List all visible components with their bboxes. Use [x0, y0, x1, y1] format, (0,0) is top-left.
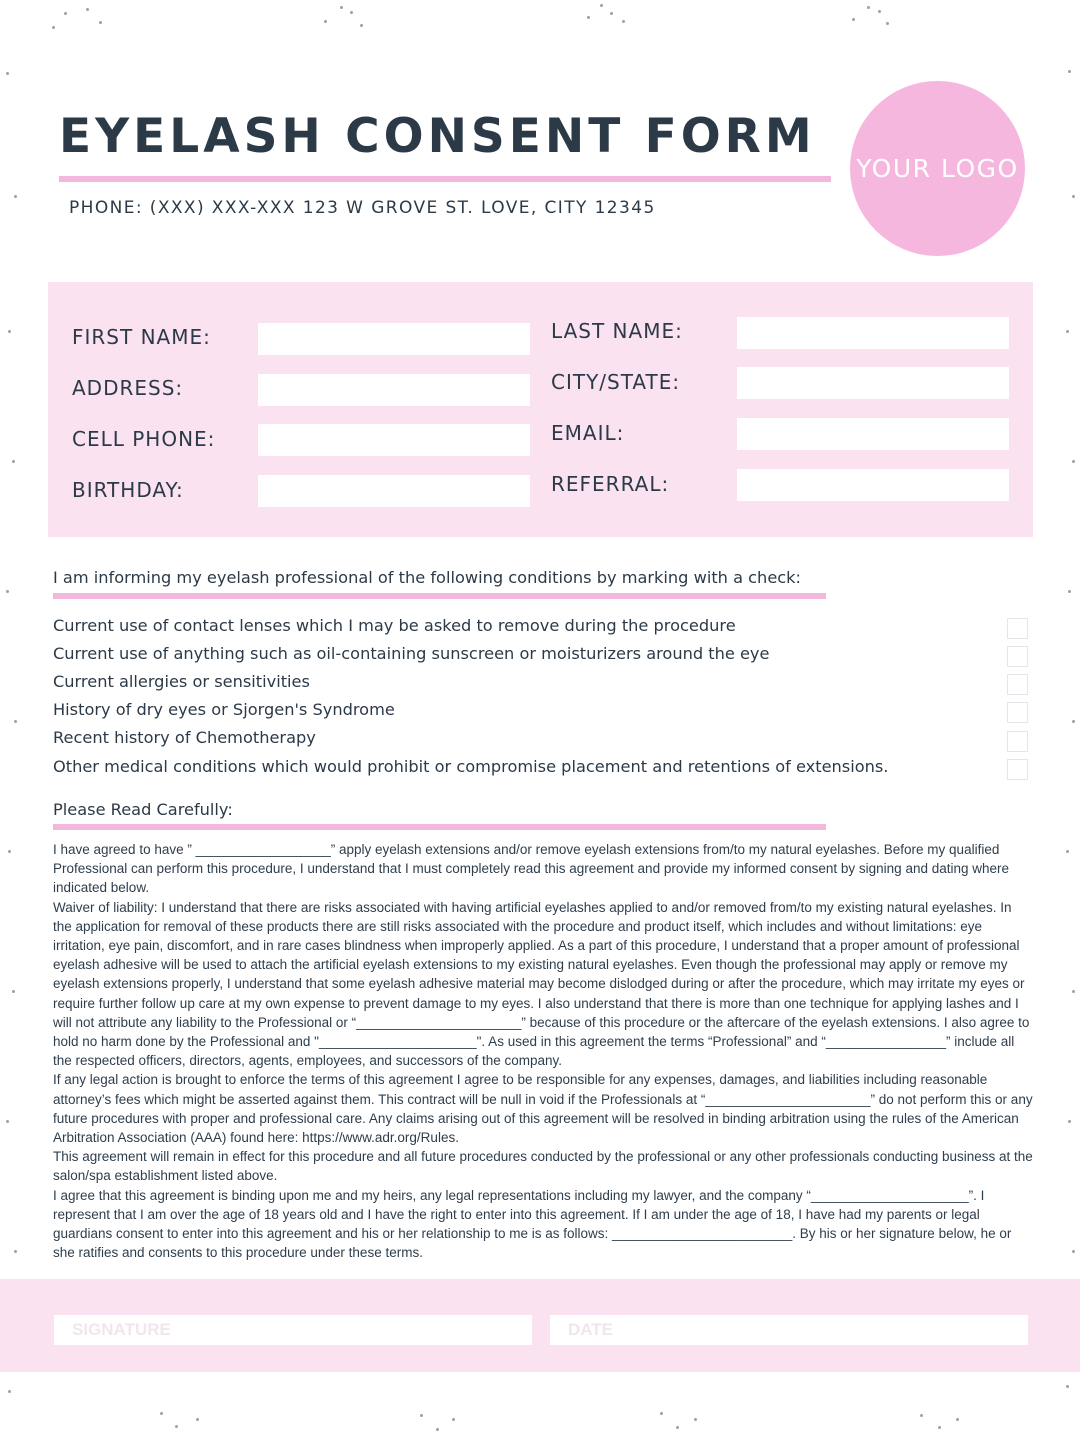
condition-checkbox[interactable]	[1007, 759, 1028, 780]
agreement-paragraph: This agreement will remain in effect for this procedure and all future procedures conducted by the professional or any other professionals conducting business at the salon/spa establishment listed above.	[53, 1149, 1033, 1184]
logo-placeholder	[850, 81, 1025, 256]
condition-checkbox[interactable]	[1007, 618, 1028, 639]
city-state-label: CITY/STATE:	[551, 370, 681, 394]
condition-checkbox[interactable]	[1007, 646, 1028, 667]
referral-field[interactable]	[737, 469, 1009, 501]
address-label: ADDRESS:	[72, 376, 184, 400]
condition-item: Current allergies or sensitivities	[53, 672, 310, 691]
city-state-field[interactable]	[737, 367, 1009, 399]
birthday-label: BIRTHDAY:	[72, 478, 184, 502]
conditions-intro: I am informing my eyelash professional of the following conditions by marking with a check:	[53, 568, 801, 587]
condition-item: Current use of anything such as oil-containing sunscreen or moisturizers around the eye	[53, 644, 770, 663]
birthday-field[interactable]	[258, 475, 530, 507]
agreement-paragraph: If any legal action is brought to enforce the terms of this agreement I agree to be responsible for any expenses, damages, and liabilities including reasonable attorney’s fees which might be asserted against them. This contract will be null in void if the Professionals at “______________________” do not perform this or any future procedures with proper and professional care. Any claims arising out of this agreement will be resolved in binding arbitration using the rules of the American Arbitration Association (AAA) found here: https://www.adr.org/Rules.	[53, 1072, 1033, 1146]
contact-line: PHONE: (XXX) XXX-XXX 123 W GROVE ST. LOVE, CITY 12345	[69, 198, 656, 218]
date-field[interactable]: DATE	[550, 1315, 1028, 1345]
agreement-text	[53, 840, 1033, 1262]
signature-field[interactable]: SIGNATURE	[54, 1315, 532, 1345]
condition-checkbox[interactable]	[1007, 674, 1028, 695]
first-name-label: FIRST NAME:	[72, 325, 211, 349]
read-carefully-underline	[53, 824, 826, 830]
conditions-underline	[53, 593, 826, 599]
condition-checkbox[interactable]	[1007, 702, 1028, 723]
email-label: EMAIL:	[551, 421, 625, 445]
agreement-paragraph: I agree that this agreement is binding upon me and my heirs, any legal representations including my lawyer, and the company “_____________________”. I represent that I am over the age of 18 years old and I have the right to enter into this agreement. If I am under the age of 18, I have had my parents or legal guardians consent to enter into this agreement and his or her relationship to me is as follows: ________________________. By his or her signature below, he or she ratifies and consents to this procedure under these terms.	[53, 1187, 1012, 1261]
address-field[interactable]	[258, 374, 530, 406]
agreement-paragraph: Waiver of liability: I understand that there are risks associated with having artificial eyelashes applied to and/or removed from/to my existing natural eyelashes. In the application for removal of these products there are still risks associated with the procedure and product itself, which includes and without limitations: eye irritation, eye pain, discomfort, and in rare cases blindness when improperly applied. As a part of this procedure, I understand that a proper amount of professional eyelash adhesive will be used to attach the artificial eyelash extensions to my existing natural eyelashes. Even though the professional may apply or remove my eyelash extensions properly, I understand that some eyelash adhesive material may become dislodged during or after the procedure, which may irritate my eyes or require further follow up care at my own expense to prevent damage to my eyes. I also understand that there is more than one technique for applying lashes and I will not attribute any liability to the Professional or “______________________” because of this procedure or the aftercare of the eyelash extensions. I also agree to hold no harm done by the Professional and "_____________________". As used in this agreement the terms “Professional” and “________________” include all the respected officers, directors, agents, employees, and successors of the company.	[53, 899, 1030, 1069]
read-carefully-heading: Please Read Carefully:	[53, 800, 233, 819]
logo-text: YOUR LOGO	[856, 154, 1019, 183]
title-underline	[59, 176, 831, 182]
condition-item: Current use of contact lenses which I may be asked to remove during the procedure	[53, 616, 736, 635]
agreement-paragraph: I have agreed to have ” __________________” apply eyelash extensions and/or remove eyelash extensions from/to my natural eyelashes. Before my qualified Professional can perform this procedure, I understand that I must completely read this agreement and provide my informed consent by signing and dating where indicated below.	[53, 842, 1010, 896]
referral-label: REFERRAL:	[551, 472, 670, 496]
last-name-field[interactable]	[737, 317, 1009, 349]
condition-item: Other medical conditions which would prohibit or compromise placement and retentions of extensions.	[53, 757, 889, 776]
cell-phone-field[interactable]	[258, 424, 530, 456]
email-field[interactable]	[737, 418, 1009, 450]
form-title: EYELASH CONSENT FORM	[59, 109, 816, 164]
first-name-field[interactable]	[258, 323, 530, 355]
last-name-label: LAST NAME:	[551, 319, 683, 343]
condition-item: Recent history of Chemotherapy	[53, 728, 316, 747]
condition-checkbox[interactable]	[1007, 731, 1028, 752]
cell-phone-label: CELL PHONE:	[72, 427, 216, 451]
condition-item: History of dry eyes or Sjorgen's Syndrome	[53, 700, 395, 719]
